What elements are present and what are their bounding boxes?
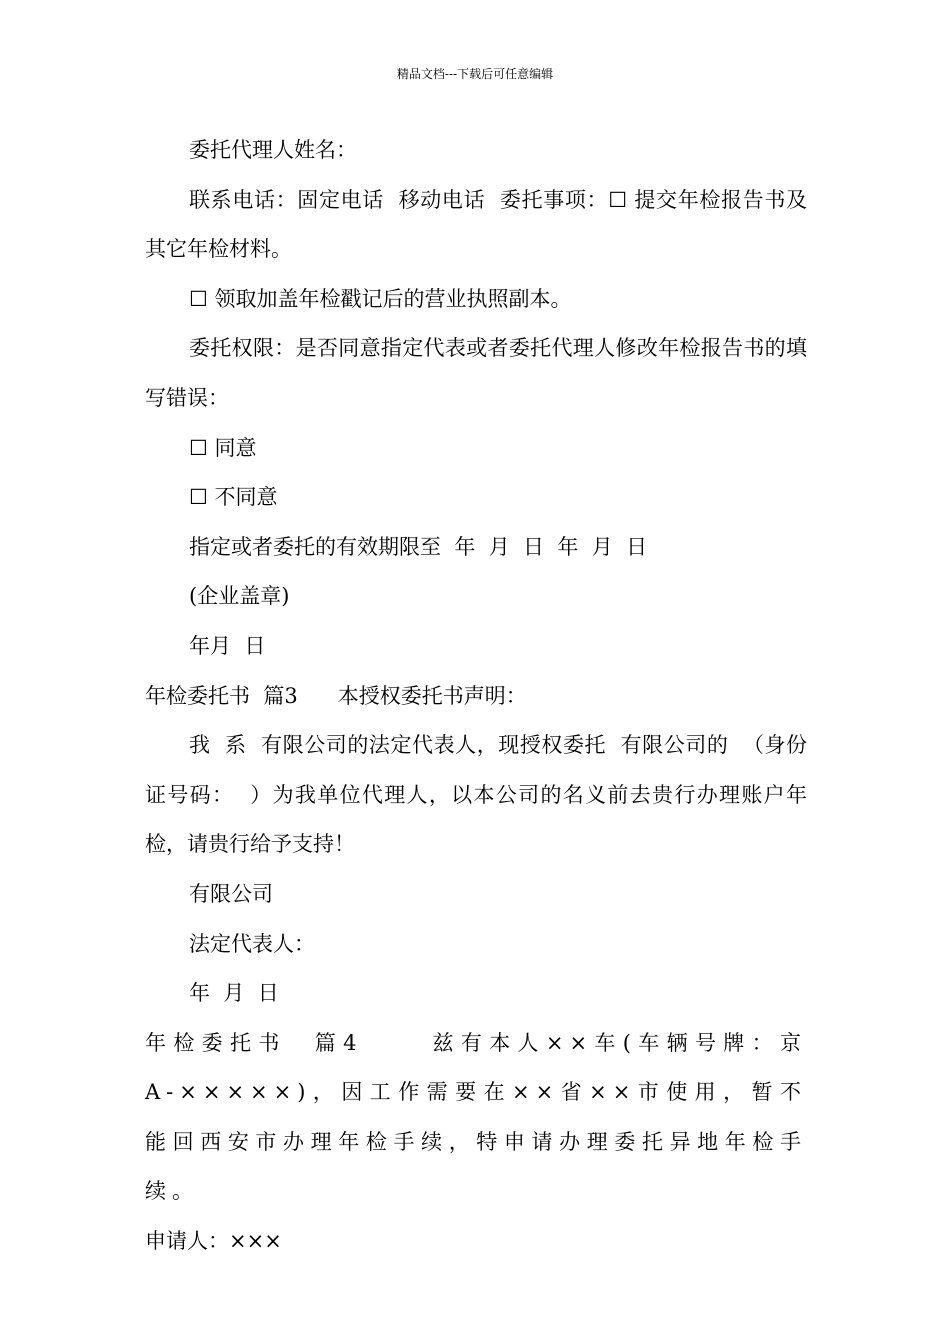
paragraph-date-2: 年 月 日: [189, 981, 279, 1006]
paragraph-validity: 指定或者委托的有效期限至 年 月 日 年 月 日: [189, 534, 648, 559]
paragraph-legal-rep: 法定代表人：: [189, 931, 315, 956]
paragraph-date-1: 年月 日: [189, 633, 266, 658]
paragraph-authority: 委托权限：是否同意指定代表或者委托代理人修改年检报告书的填写错误：: [145, 336, 807, 410]
paragraph-agent-name: 委托代理人姓名：: [189, 138, 357, 162]
section-heading-3: 年检委托书 篇3 本授权委托书声明：: [145, 683, 527, 708]
paragraph-receive-license: ☐ 领取加盖年检戳记后的营业执照副本。: [189, 286, 572, 311]
document-body: [145, 126, 807, 1267]
paragraph-company: 有限公司: [189, 881, 273, 906]
section-heading-4: 年检委托书 篇4 兹有本人××车(车辆号牌：京A-×××××)，因工作需要在××省××市使用，暂不能回西安市办理年检手续，特申请办理委托异地年检手续。: [145, 1030, 807, 1204]
paragraph-disagree: ☐ 不同意: [189, 485, 278, 510]
paragraph-declaration: 我 系 有限公司的法定代表人，现授权委托 有限公司的 （身份证号码： ）为我单位代理人，以本公司的名义前去贵行办理账户年检，请贵行给予支持！: [145, 733, 807, 857]
paragraph-applicant: 申请人：×××: [145, 1229, 282, 1254]
paragraph-contact-phone: 联系电话：固定电话 移动电话 委托事项：☐ 提交年检报告书及其它年检材料。: [145, 187, 807, 262]
paragraph-agree: ☐ 同意: [189, 435, 257, 460]
paragraph-company-seal: (企业盖章): [189, 584, 290, 609]
page-header: 精品文档---下载后可任意编辑: [396, 67, 554, 81]
